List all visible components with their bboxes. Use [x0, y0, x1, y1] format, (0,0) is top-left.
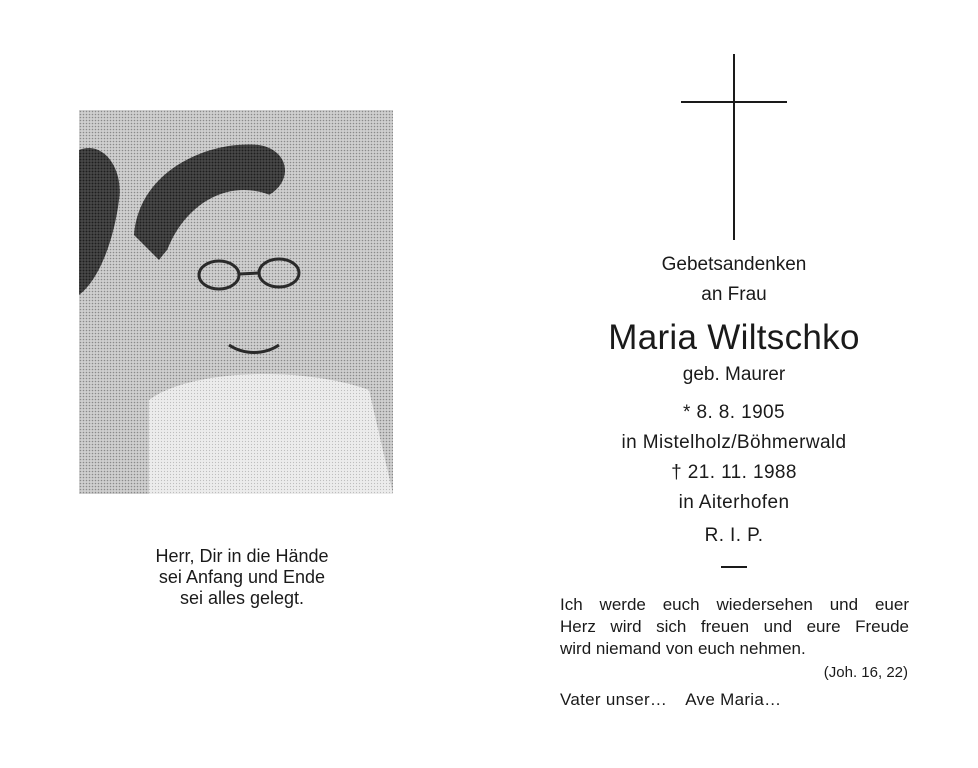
maiden-name: geb. Maurer — [682, 364, 786, 385]
death-place: in Aiterhofen — [678, 492, 790, 513]
deceased-name: Maria Wiltschko — [608, 318, 860, 357]
divider — [721, 566, 747, 568]
left-verse-line: Herr, Dir in die Hände — [155, 546, 329, 566]
left-verse-line: sei alles gelegt. — [179, 588, 305, 608]
verse-line: wird niemand von euch nehmen. — [560, 639, 806, 658]
verse-line: Ich werde euch wiedersehen und euer — [560, 595, 909, 614]
title-line-1: Gebetsandenken — [661, 254, 807, 275]
cross-icon — [681, 54, 787, 240]
death-date: † 21. 11. 1988 — [671, 462, 797, 483]
left-verse — [92, 546, 392, 609]
birth-date: * 8. 8. 1905 — [683, 402, 785, 423]
rip-text: R. I. P. — [704, 525, 764, 546]
prayers — [560, 690, 781, 710]
bible-verse — [560, 594, 909, 660]
birth-place: in Mistelholz/Böhmerwald — [621, 432, 847, 453]
verse-reference: (Joh. 16, 22) — [823, 664, 908, 681]
prayer-ave-maria: Ave Maria… — [685, 690, 782, 709]
portrait-image-icon — [79, 110, 393, 494]
cross-vertical-bar — [733, 54, 735, 240]
verse-line: Herz wird sich freuen und eure Freude — [560, 617, 909, 636]
left-verse-line: sei Anfang und Ende — [158, 567, 326, 587]
title-line-2: an Frau — [701, 284, 767, 305]
portrait-photo — [79, 110, 393, 494]
cross-horizontal-bar — [681, 101, 787, 103]
prayer-vater-unser: Vater unser… — [560, 690, 668, 709]
